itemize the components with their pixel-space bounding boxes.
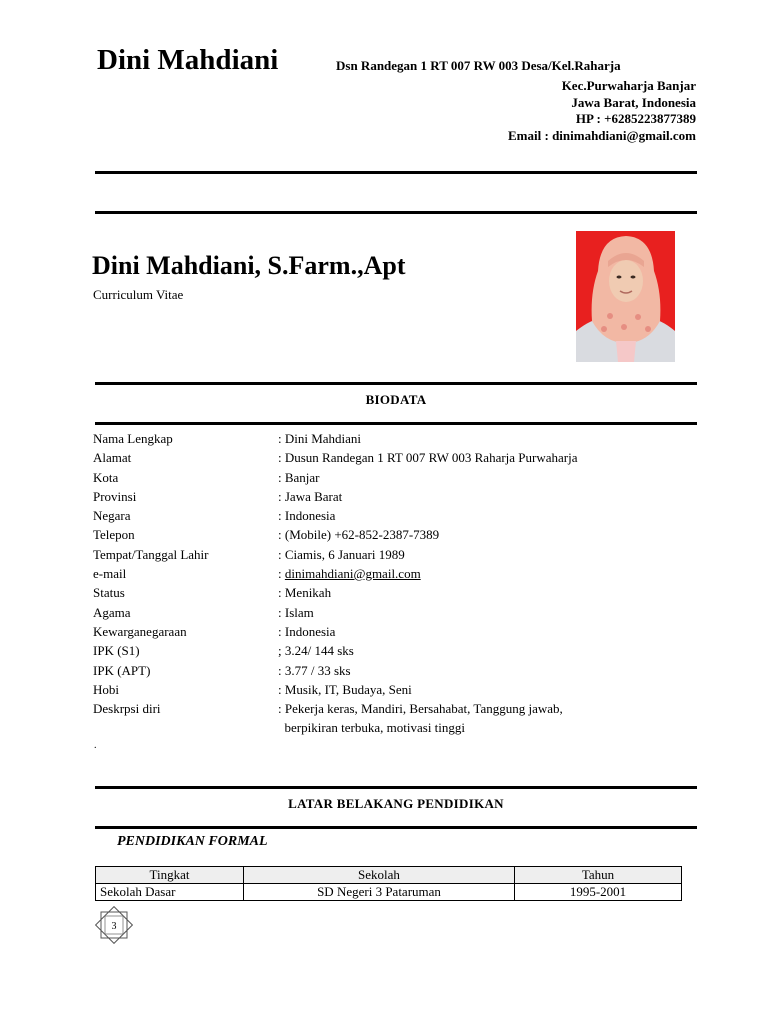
header-sekolah: Sekolah [244,867,515,884]
bio-label: Provinsi [93,488,137,504]
bio-value: : Banjar [278,469,320,485]
profile-photo-image [576,231,675,362]
biodata-title: BIODATA [365,392,427,407]
biodata-row-ipk-apt [93,661,693,680]
cell-tahun: 1995-2001 [515,884,682,901]
header-tahun: Tahun [515,867,682,884]
bio-label: Kewarganegaraan [93,623,187,639]
bio-value: : Ciamis, 6 Januari 1989 [278,546,405,562]
biodata-bottom-rule [95,422,697,425]
biodata-row-hobi [93,680,693,699]
bio-value: : Dini Mahdiani [278,431,362,446]
email-prefix: : [278,566,285,582]
bio-label: Deskrpsi diri [93,701,161,717]
bio-label: Alamat [93,450,132,466]
bio-label: Telepon [93,527,135,543]
education-bottom-rule [95,826,697,829]
phone-line: HP : +6285223877389 [575,111,696,126]
address-line-3: Jawa Barat, Indonesia [571,95,696,110]
biodata-row-agama [93,603,693,622]
biodata-row-nama [93,429,693,448]
page-number-badge [95,906,133,949]
education-top-rule [95,786,697,789]
bio-label: Tempat/Tanggal Lahir [93,546,209,562]
biodata-row-ttl [93,545,693,564]
email-link[interactable]: dinimahdiani@gmail.com [284,566,421,582]
bio-value: : Musik, IT, Budaya, Seni [278,681,412,697]
biodata-list [93,429,693,738]
bio-value: : Pekerja keras, Mandiri, Bersahabat, Tanggung jawab, [278,701,563,717]
bio-value: : Islam [278,604,314,620]
biodata-top-rule [95,382,697,385]
bio-value: : 3.77 / 33 sks [278,662,351,678]
bio-label: Hobi [93,681,119,697]
trailing-dot: . [94,740,97,751]
bio-label: e-mail [93,566,127,582]
biodata-row-kewarganegaraan [93,622,693,641]
education-table [95,866,682,901]
header-divider-2 [95,211,697,214]
bio-label: Kota [93,469,119,485]
cell-tingkat: Sekolah Dasar [96,884,244,901]
bio-label: Negara [93,508,131,524]
bio-label: IPK (S1) [93,643,140,659]
biodata-row-negara [93,506,693,525]
biodata-row-provinsi [93,487,693,506]
bio-value: : Dusun Randegan 1 RT 007 RW 003 Raharja Purwaharja [278,450,578,466]
bio-label: Agama [93,604,131,620]
table-row [96,884,682,901]
header-name: Dini Mahdiani [97,44,279,76]
full-name-title: Dini Mahdiani, S.Farm.,Apt [92,251,406,280]
bio-value: : Indonesia [278,508,336,524]
bio-label: Status [93,585,125,601]
biodata-row-status [93,583,693,602]
bio-value: : (Mobile) +62-852-2387-7389 [278,527,440,543]
table-header-row [96,867,682,884]
bio-label: Nama Lengkap [93,431,173,446]
email-line: Email : dinimahdiani@gmail.com [508,128,696,143]
bio-value: ; 3.24/ 144 sks [278,643,354,659]
biodata-row-deskripsi-cont [93,718,693,737]
biodata-row-email [93,564,693,583]
page-number: 3 [111,921,117,932]
profile-photo [576,231,675,362]
bio-value [278,564,421,583]
biodata-row-kota [93,468,693,487]
address-line-1: Dsn Randegan 1 RT 007 RW 003 Desa/Kel.Raharja [336,58,621,73]
biodata-row-alamat [93,448,693,467]
header-tingkat: Tingkat [96,867,244,884]
address-line-2: Kec.Purwaharja Banjar [561,78,696,93]
header-divider-1 [95,171,697,174]
cv-subtitle: Curriculum Vitae [93,287,184,302]
formal-education-title: PENDIDIKAN FORMAL [117,834,268,849]
bio-value: : Indonesia [278,623,336,639]
cell-sekolah: SD Negeri 3 Pataruman [244,884,515,901]
biodata-row-deskripsi [93,699,693,718]
bio-value: : Menikah [278,585,332,601]
biodata-row-ipk-s1 [93,641,693,660]
bio-value: berpikiran terbuka, motivasi tinggi [278,720,466,736]
bio-value: : Jawa Barat [278,488,343,504]
ornament-star-icon [95,906,133,944]
education-title: LATAR BELAKANG PENDIDIKAN [288,796,504,811]
biodata-row-telepon [93,525,693,544]
bio-label: IPK (APT) [93,662,151,678]
